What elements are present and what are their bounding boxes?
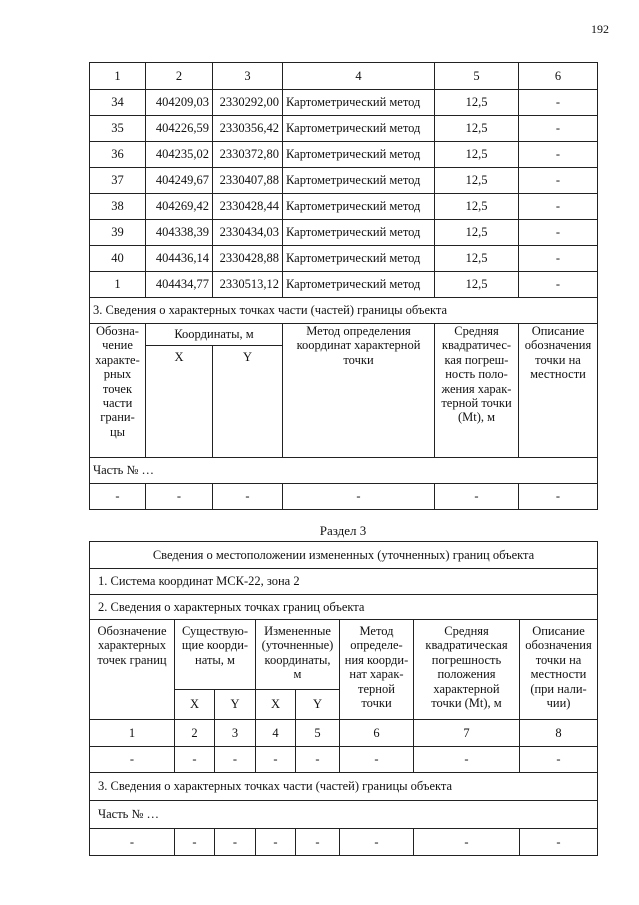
col-number: 1 <box>90 63 146 90</box>
point-number: 34 <box>90 90 146 116</box>
table-row <box>90 116 598 142</box>
empty-row <box>90 484 598 510</box>
method: Картометрический метод <box>283 220 435 246</box>
x-coordinate: 404235,02 <box>146 142 213 168</box>
method: Картометрический метод <box>283 168 435 194</box>
description: - <box>519 220 598 246</box>
col-number: 4 <box>256 720 296 747</box>
empty-cell: - <box>340 747 414 773</box>
empty-cell: - <box>519 484 598 510</box>
method: Картометрический метод <box>283 90 435 116</box>
y-coordinate: 2330513,12 <box>213 272 283 298</box>
y-header: Y <box>213 346 283 458</box>
existing-coords-header: Существую- щие коорди- наты, м <box>175 620 256 690</box>
x-coordinate: 404249,67 <box>146 168 213 194</box>
y-coordinate: 2330428,88 <box>213 246 283 272</box>
x-coordinate: 404209,03 <box>146 90 213 116</box>
description: - <box>519 168 598 194</box>
y-coordinate: 2330428,44 <box>213 194 283 220</box>
mt-header: Средняя квадратическая погрешность положения характерной точки (Mt), м <box>414 620 520 720</box>
table-row <box>90 194 598 220</box>
col-number: 7 <box>414 720 520 747</box>
mt-value: 12,5 <box>435 142 519 168</box>
col-number: 6 <box>340 720 414 747</box>
description: - <box>519 272 598 298</box>
empty-cell: - <box>90 829 175 856</box>
designation-header: Обозначение характерных точек границ <box>90 620 175 720</box>
x-coordinate: 404434,77 <box>146 272 213 298</box>
col-number: 1 <box>90 720 175 747</box>
y-header: Y <box>215 690 256 720</box>
point-number: 38 <box>90 194 146 220</box>
empty-cell: - <box>215 829 256 856</box>
mt-header: Средняя квадратичес- кая погреш- ность поло- жения харак- терной точки (Mt), м <box>435 324 519 458</box>
empty-cell: - <box>520 747 598 773</box>
description: - <box>519 142 598 168</box>
y-header: Y <box>296 690 340 720</box>
point-number: 37 <box>90 168 146 194</box>
col-number: 2 <box>175 720 215 747</box>
method: Картометрический метод <box>283 272 435 298</box>
x-header: X <box>175 690 215 720</box>
empty-row <box>90 829 598 856</box>
point-number: 40 <box>90 246 146 272</box>
method: Картометрический метод <box>283 194 435 220</box>
empty-cell: - <box>414 829 520 856</box>
section-title: Раздел 3 <box>319 523 367 538</box>
method-header: Метод определе- ния коорди- нат харак- терной точки <box>340 620 414 720</box>
point-number: 39 <box>90 220 146 246</box>
mt-value: 12,5 <box>435 116 519 142</box>
y-coordinate: 2330292,00 <box>213 90 283 116</box>
empty-cell: - <box>435 484 519 510</box>
mt-value: 12,5 <box>435 168 519 194</box>
col-number: 4 <box>283 63 435 90</box>
description: - <box>519 194 598 220</box>
table-row <box>90 220 598 246</box>
y-coordinate: 2330372,80 <box>213 142 283 168</box>
empty-row <box>90 747 598 773</box>
parts-heading: 3. Сведения о характерных точках части (частей) границы объекта <box>90 298 598 324</box>
x-header: X <box>256 690 296 720</box>
empty-cell: - <box>146 484 213 510</box>
designation-header: Обозна- чение характе- рных точек части грани- цы <box>90 324 146 458</box>
description-header: Описание обозначения точки на местности (при нали- чии) <box>520 620 598 720</box>
col-number: 5 <box>296 720 340 747</box>
coordinate-system: 1. Система координат МСК-22, зона 2 <box>90 569 598 595</box>
method: Картометрический метод <box>283 116 435 142</box>
empty-cell: - <box>296 747 340 773</box>
empty-cell: - <box>175 829 215 856</box>
col-number: 6 <box>519 63 598 90</box>
mt-value: 12,5 <box>435 246 519 272</box>
empty-cell: - <box>215 747 256 773</box>
empty-cell: - <box>256 747 296 773</box>
table-row <box>90 142 598 168</box>
mt-value: 12,5 <box>435 220 519 246</box>
x-coordinate: 404226,59 <box>146 116 213 142</box>
empty-cell: - <box>175 747 215 773</box>
empty-cell: - <box>256 829 296 856</box>
table-row <box>90 272 598 298</box>
parts-heading-row <box>90 298 598 324</box>
changed-coords-header: Измененные (уточненные) координаты, м <box>256 620 340 690</box>
table-row <box>90 90 598 116</box>
x-coordinate: 404338,39 <box>146 220 213 246</box>
coordinates-header: Координаты, м <box>146 324 283 346</box>
part-label: Часть № … <box>90 458 598 484</box>
description: - <box>519 116 598 142</box>
col-number: 3 <box>215 720 256 747</box>
empty-cell: - <box>340 829 414 856</box>
empty-cell: - <box>213 484 283 510</box>
empty-cell: - <box>520 829 598 856</box>
description: - <box>519 246 598 272</box>
method: Картометрический метод <box>283 246 435 272</box>
part-label: Часть № … <box>90 801 598 829</box>
x-coordinate: 404436,14 <box>146 246 213 272</box>
col-number: 8 <box>520 720 598 747</box>
parts-heading: 3. Сведения о характерных точках части (частей) границы объекта <box>90 773 598 801</box>
table-row <box>90 246 598 272</box>
x-header: X <box>146 346 213 458</box>
x-coordinate: 404269,42 <box>146 194 213 220</box>
col-number: 3 <box>213 63 283 90</box>
table-row <box>90 168 598 194</box>
empty-cell: - <box>90 747 175 773</box>
empty-cell: - <box>296 829 340 856</box>
method: Картометрический метод <box>283 142 435 168</box>
mt-value: 12,5 <box>435 272 519 298</box>
section-heading: Сведения о местоположении измененных (уточненных) границ объекта <box>90 542 598 569</box>
empty-cell: - <box>283 484 435 510</box>
point-number: 1 <box>90 272 146 298</box>
mt-value: 12,5 <box>435 194 519 220</box>
method-header: Метод определения координат характерной точки <box>283 324 435 458</box>
col-number: 5 <box>435 63 519 90</box>
empty-cell: - <box>414 747 520 773</box>
y-coordinate: 2330407,88 <box>213 168 283 194</box>
point-number: 35 <box>90 116 146 142</box>
points-heading: 2. Сведения о характерных точках границ объекта <box>90 595 598 620</box>
column-number-row <box>90 63 598 90</box>
mt-value: 12,5 <box>435 90 519 116</box>
point-number: 36 <box>90 142 146 168</box>
column-number-row <box>90 720 598 747</box>
description-header: Описание обозначения точки на местности <box>519 324 598 458</box>
description: - <box>519 90 598 116</box>
col-number: 2 <box>146 63 213 90</box>
y-coordinate: 2330356,42 <box>213 116 283 142</box>
changed-boundaries-table <box>89 541 598 856</box>
y-coordinate: 2330434,03 <box>213 220 283 246</box>
empty-cell: - <box>90 484 146 510</box>
page-number: 192 <box>591 22 609 36</box>
boundary-points-table <box>89 62 598 510</box>
